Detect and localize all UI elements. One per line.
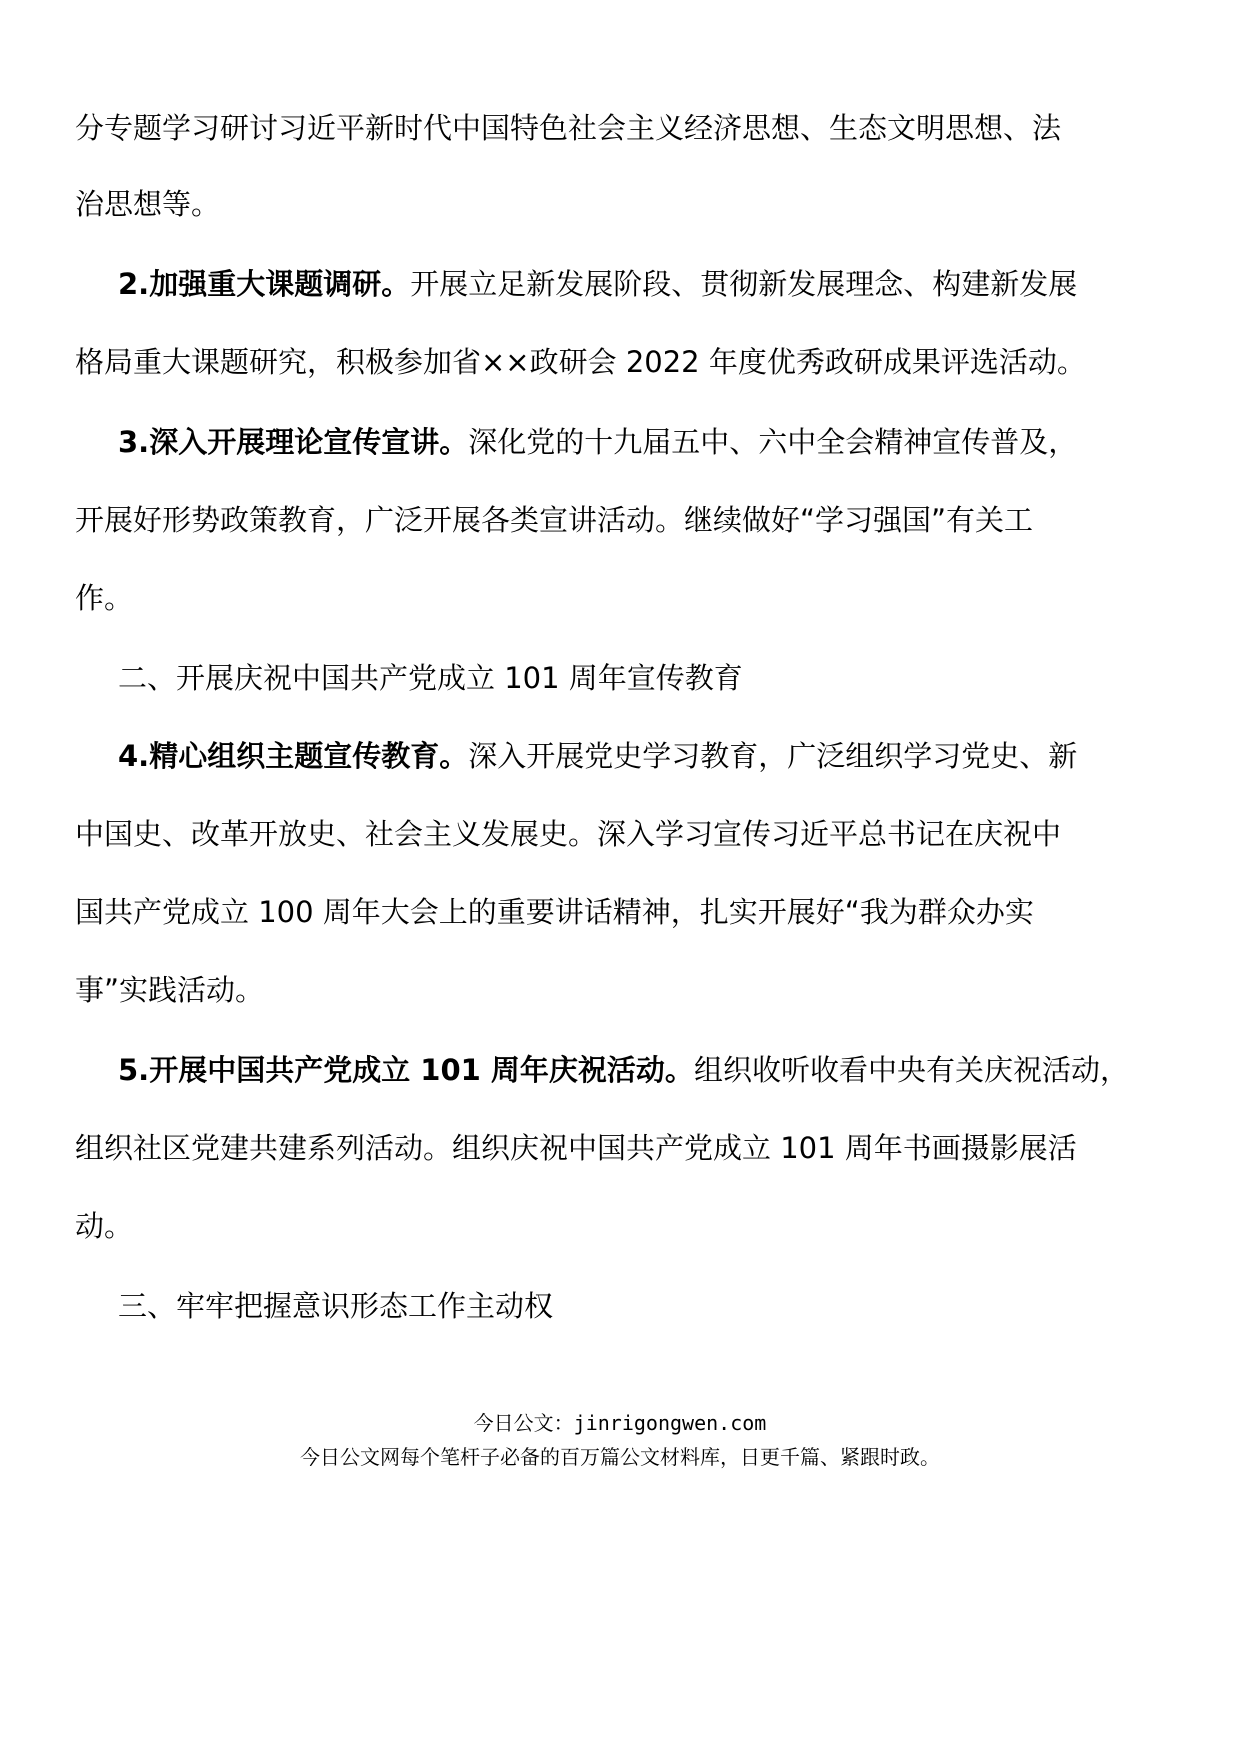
item-heading: 5.开展中国共产党成立 101 周年庆祝活动。 (118, 1053, 694, 1087)
paragraph-line (75, 342, 1086, 382)
footer-slogan (0, 1444, 1240, 1470)
body-text: 治思想等。 (75, 187, 221, 221)
body-text: 中国史、改革开放史、社会主义发展史。深入学习宣传习近平总书记在庆祝中 (75, 817, 1062, 851)
paragraph-line (75, 970, 264, 1010)
paragraph-line (118, 736, 1077, 776)
section-heading (118, 658, 743, 698)
section-heading-text: 二、开展庆祝中国共产党成立 101 周年宣传教育 (118, 661, 743, 695)
item-heading: 2.加强重大课题调研。 (118, 267, 411, 301)
item-heading: 3.深入开展理论宣传宣讲。 (118, 425, 469, 459)
footer-site-text[interactable]: 今日公文：jinrigongwen.com (473, 1411, 767, 1435)
body-text: 组织收听收看中央有关庆祝活动， (693, 1053, 1129, 1087)
body-text: 分专题学习研讨习近平新时代中国特色社会主义经济思想、生态文明思想、法 (75, 111, 1062, 145)
body-text: 开展立足新发展阶段、贯彻新发展理念、构建新发展 (410, 267, 1078, 301)
paragraph-line (75, 814, 1061, 854)
body-text: 事”实践活动。 (75, 973, 265, 1007)
paragraph-line (118, 264, 1077, 304)
paragraph-line (118, 1050, 1129, 1090)
paragraph-line (75, 578, 133, 618)
paragraph-line (75, 108, 1061, 148)
body-text: 深化党的十九届五中、六中全会精神宣传普及， (468, 425, 1078, 459)
body-text: 组织社区党建共建系列活动。组织庆祝中国共产党成立 101 周年书画摄影展活 (75, 1131, 1077, 1165)
paragraph-line (118, 422, 1077, 462)
paragraph-line (75, 500, 1033, 540)
section-heading (118, 1286, 553, 1326)
body-text: 格局重大课题研究，积极参加省××政研会 2022 年度优秀政研成果评选活动。 (75, 345, 1086, 379)
paragraph-line (75, 892, 1034, 932)
body-text: 作。 (75, 581, 134, 615)
footer-slogan-text: 今日公文网每个笔杆子必备的百万篇公文材料库，日更千篇、紧跟时政。 (300, 1445, 940, 1469)
body-text: 开展好形势政策教育，广泛开展各类宣讲活动。继续做好“学习强国”有关工 (75, 503, 1034, 537)
body-text: 动。 (75, 1209, 134, 1243)
body-text: 国共产党成立 100 周年大会上的重要讲话精神，扎实开展好“我为群众办实 (75, 895, 1034, 929)
paragraph-line (75, 184, 220, 224)
paragraph-line (75, 1206, 133, 1246)
item-heading: 4.精心组织主题宣传教育。 (118, 739, 469, 773)
section-heading-text: 三、牢牢把握意识形态工作主动权 (118, 1289, 554, 1323)
body-text: 深入开展党史学习教育，广泛组织学习党史、新 (468, 739, 1078, 773)
paragraph-line (75, 1128, 1077, 1168)
footer-site-link[interactable] (0, 1410, 1240, 1436)
